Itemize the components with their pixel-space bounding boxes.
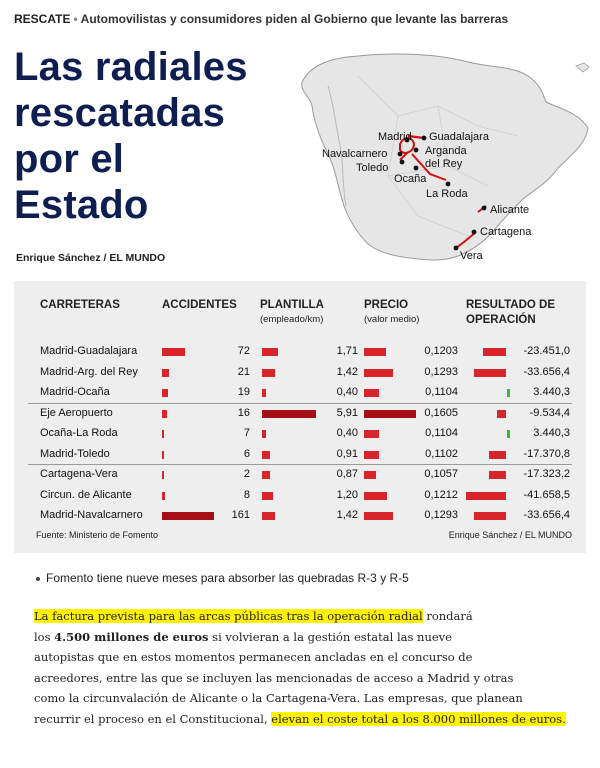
road-name: Circun. de Alicante (40, 488, 132, 501)
kicker-section: RESCATE (14, 12, 71, 26)
result-value: -41.658,5 (523, 488, 570, 501)
road-name: Cartagena-Vera (40, 468, 118, 480)
result-bar (489, 451, 506, 459)
result-value: -23.451,0 (523, 345, 570, 357)
accidents-bar (162, 410, 167, 418)
price-value: 0,1102 (425, 447, 458, 460)
city-label-la-roda: La Roda (426, 188, 468, 200)
staff-value: 0,91 (336, 447, 358, 460)
accidents-value: 8 (243, 488, 250, 501)
accidents-bar (162, 348, 185, 356)
staff-value: 1,20 (336, 488, 358, 501)
col-header-carreteras: CARRETERAS (40, 299, 120, 311)
result-bar (466, 492, 506, 500)
price-bar (364, 369, 393, 377)
price-bar (364, 492, 387, 500)
city-dot (472, 230, 477, 235)
accidents-value: 2 (243, 468, 250, 480)
staff-bar (262, 348, 278, 356)
result-value: 3.440,3 (533, 427, 570, 439)
staff-value: 1,71 (336, 345, 358, 357)
col-header-resultado-2: OPERACIÓN (466, 314, 536, 326)
table-row (28, 486, 572, 506)
island-1 (576, 63, 589, 72)
city-label-arganda: Arganda (425, 145, 467, 157)
staff-bar (262, 410, 316, 418)
col-header-plantilla: PLANTILLA (260, 299, 324, 311)
byline: Enrique Sánchez / EL MUNDO (16, 252, 166, 264)
result-bar (497, 410, 506, 418)
price-value: 0,1057 (424, 468, 458, 480)
price-bar (364, 471, 376, 479)
accidents-bar (162, 451, 164, 459)
road-name: Ocaña-La Roda (40, 427, 118, 439)
price-value: 0,1104 (425, 427, 458, 439)
col-header-accidentes: ACCIDENTES (162, 299, 237, 311)
bold-amount: 4.500 millones de euros (54, 629, 209, 644)
accidents-value: 6 (243, 447, 250, 460)
table-row (28, 465, 572, 485)
accidents-value: 72 (237, 345, 250, 357)
headline (14, 44, 304, 228)
result-value: -17.370,8 (523, 447, 570, 460)
city-dot (400, 160, 405, 165)
accidents-value: 16 (237, 406, 250, 419)
bullet-text: Fomento tiene nueve meses para absorber las quebradas R-3 y R-5 (46, 571, 409, 585)
accidents-value: 161 (231, 509, 250, 521)
table-row (28, 363, 572, 383)
staff-value: 0,87 (336, 468, 358, 480)
accidents-bar (162, 369, 169, 377)
road-name: Madrid-Ocaña (40, 386, 110, 398)
city-dot (446, 182, 451, 187)
result-value: -33.656,4 (523, 509, 570, 521)
staff-bar (262, 471, 270, 479)
table-source: Fuente: Ministerio de Fomento (36, 530, 159, 540)
result-value: -9.534,4 (529, 406, 570, 419)
city-label-alicante: Alicante (490, 204, 530, 216)
text-line: autopistas que en estos momentos permanecen ancladas en el concurso de (34, 650, 473, 664)
table-row (28, 383, 572, 403)
table-row (28, 424, 572, 444)
table-row (28, 404, 572, 424)
text-line: como la circunvalación de Alicante o la Cartagena-Vera. Las empresas, que planean (34, 691, 523, 705)
result-bar (474, 512, 506, 520)
headline-line: rescatadas (14, 91, 226, 135)
staff-bar (262, 430, 266, 438)
table-row (28, 445, 572, 465)
kicker (14, 12, 508, 26)
city-label-vera: Vera (460, 250, 483, 262)
road-name: Madrid-Arg. del Rey (40, 365, 138, 378)
kicker-separator: • (73, 12, 78, 26)
highlight: La factura prevista para las arcas públicas tras la operación radial (34, 609, 423, 623)
result-value: -17.323,2 (523, 468, 570, 480)
table-row (28, 342, 572, 362)
article-paragraph (34, 606, 590, 729)
result-bar (489, 471, 506, 479)
staff-bar (262, 451, 270, 459)
road-name: Eje Aeropuerto (40, 406, 113, 419)
accidents-value: 21 (237, 365, 250, 378)
result-bar (474, 369, 506, 377)
city-dot (414, 166, 419, 171)
text-run: recurrir el proceso en el Constitucional, (34, 711, 272, 726)
accidents-value: 7 (243, 427, 250, 439)
price-value: 0,1203 (424, 345, 458, 357)
summary-bullet (36, 571, 409, 585)
col-subheader-plantilla: (empleado/km) (260, 314, 324, 325)
city-dot (482, 206, 487, 211)
result-bar (483, 348, 506, 356)
accidents-bar (162, 389, 168, 397)
price-value: 0,1212 (424, 488, 458, 501)
staff-bar (262, 369, 275, 377)
accidents-bar (162, 512, 214, 520)
result-value: 3.440,3 (533, 386, 570, 398)
accidents-value: 19 (237, 386, 250, 398)
staff-value: 1,42 (336, 509, 358, 521)
city-dot (414, 148, 419, 153)
price-value: 0,1104 (425, 386, 458, 398)
spain-map (288, 36, 594, 272)
city-dot (398, 152, 403, 157)
price-bar (364, 430, 379, 438)
col-subheader-precio: (valor medio) (364, 314, 420, 325)
col-header-resultado: RESULTADO DE (466, 299, 556, 311)
staff-bar (262, 389, 266, 397)
road-name: Madrid-Navalcarnero (40, 509, 143, 521)
accidents-bar (162, 492, 165, 500)
city-label-del-rey: del Rey (425, 158, 463, 170)
accidents-bar (162, 471, 164, 479)
city-label-ocana: Ocaña (394, 173, 427, 185)
staff-bar (262, 512, 275, 520)
highlight: elevan el coste total a los 8.000 millones de euros. (271, 711, 566, 726)
price-bar (364, 389, 379, 397)
result-value: -33.656,4 (523, 365, 570, 378)
road-name: Madrid-Guadalajara (40, 345, 138, 357)
price-bar (364, 512, 393, 520)
bullet-dot (36, 577, 40, 581)
kicker-text: Automovilistas y consumidores piden al Gobierno que levante las barreras (80, 12, 509, 26)
staff-value: 0,40 (336, 427, 358, 439)
city-label-guadalajara: Guadalajara (429, 131, 489, 143)
price-value: 0,1605 (424, 406, 458, 419)
price-value: 0,1293 (424, 365, 458, 378)
headline-line: por el (14, 137, 125, 181)
table-row (28, 506, 572, 526)
city-label-toledo: Toledo (356, 162, 389, 174)
staff-value: 5,91 (336, 406, 358, 419)
text-run: si volvieran a la gestión estatal las nueve (208, 629, 452, 644)
accidents-bar (162, 430, 164, 438)
city-label-madrid: Madrid (378, 131, 412, 143)
text-run: rondará (422, 609, 473, 623)
data-table (14, 281, 586, 553)
col-header-precio: PRECIO (364, 299, 409, 311)
price-bar (364, 348, 386, 356)
price-bar (364, 410, 416, 418)
text-run: los (34, 629, 55, 644)
staff-value: 1,42 (336, 365, 358, 378)
text-line: acreedores, entre las que se incluyen las mencionadas de acceso a Madrid y otras (34, 670, 514, 685)
city-label-navalcarnero: Navalcarnero (322, 148, 388, 160)
table-credit: Enrique Sánchez / EL MUNDO (448, 530, 572, 540)
headline-line: Las radiales (14, 45, 248, 89)
city-dot (422, 136, 427, 141)
city-label-cartagena: Cartagena (480, 226, 532, 238)
city-dot (454, 246, 459, 251)
price-bar (364, 451, 379, 459)
price-value: 0,1293 (424, 509, 458, 521)
staff-bar (262, 492, 273, 500)
headline-line: Estado (14, 183, 149, 227)
road-name: Madrid-Toledo (40, 447, 110, 460)
staff-value: 0,40 (336, 386, 358, 398)
